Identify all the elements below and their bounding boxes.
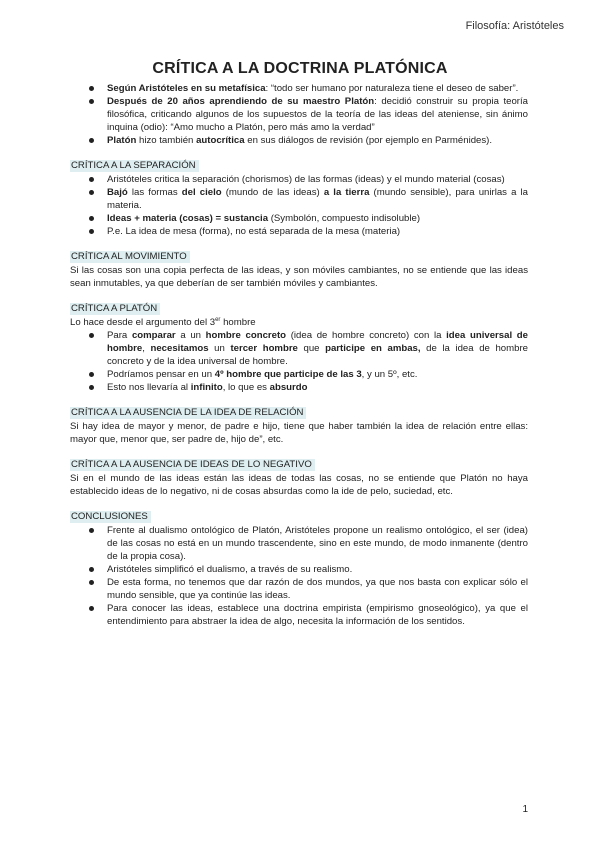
text: hombre xyxy=(220,317,256,328)
text: : decidió construir su propia teoría filosófica, criticando algunos de los supuestos de la teoría de las ideas del ateniense, sin ánimo inquina (odio): “Amo mucho a Platón, pero más amo la verdad” xyxy=(107,96,529,133)
list-item xyxy=(107,186,528,212)
text: (idea de hombre concreto) con la xyxy=(286,330,447,341)
bold-text: infinito xyxy=(190,382,223,393)
section-list xyxy=(70,329,528,394)
section-heading: CRÍTICA A LA AUSENCIA DE LA IDEA DE RELACIÓN xyxy=(70,407,306,419)
bold-text: Después de 20 años aprendiendo de su maestro Platón xyxy=(107,96,375,107)
list-item xyxy=(107,368,528,381)
page-number: 1 xyxy=(522,804,528,815)
document-body xyxy=(70,82,528,628)
section-heading: CRÍTICA AL MOVIMIENTO xyxy=(70,251,190,263)
text: (mundo de las ideas) xyxy=(221,187,324,198)
text: que xyxy=(297,343,326,354)
list-item xyxy=(107,225,528,238)
list-item xyxy=(107,212,528,225)
bold-text: del cielo xyxy=(181,187,222,198)
list-item xyxy=(107,82,528,95)
bold-text: absurdo xyxy=(269,382,308,393)
bold-text: autocrítica xyxy=(196,135,245,146)
superscript: er xyxy=(215,316,221,323)
text: Podríamos pensar en un xyxy=(107,369,215,380)
page-title: CRÍTICA A LA DOCTRINA PLATÓNICA xyxy=(152,60,448,77)
text: (mundo sensible), para unirlas a la materia. xyxy=(107,187,529,211)
text: Lo hace desde el argumento del 3 xyxy=(70,317,216,328)
paragraph: Si en el mundo de las ideas están las ideas de todas las cosas, no se entiende que Platón no haya establecido ideas de lo negativo, ni de cosas absurdas como la ide de pelo, suciedad, etc. xyxy=(70,473,528,497)
list-item: Para conocer las ideas, establece una doctrina empirista (empirismo gnoseológico), ya que el entendimiento para abstraer la idea de algo, necesita la información de los sentidos. xyxy=(107,603,528,627)
bold-text: tercer hombre xyxy=(230,343,298,354)
bold-text: necesitamos xyxy=(150,343,209,354)
list-item xyxy=(107,95,528,134)
paragraph xyxy=(70,316,528,329)
section-list xyxy=(70,524,528,628)
bold-text: Ideas + materia (cosas) = sustancia xyxy=(107,213,269,224)
bold-text: 4º hombre que participe de las 3 xyxy=(214,369,362,380)
bold-text: Según Aristóteles en su metafísica xyxy=(107,83,266,94)
text: , lo que es xyxy=(222,382,270,393)
text: : “todo ser humano por naturaleza tiene el deseo de saber”. xyxy=(265,83,519,94)
text: Para xyxy=(107,330,132,341)
section-conclusiones xyxy=(70,510,528,628)
section-negativo xyxy=(70,458,528,498)
list-item xyxy=(107,381,528,394)
text: (Symbolón, compuesto indisoluble) xyxy=(268,213,421,224)
text: de la idea de hombre concreto y de la idea universal de hombre. xyxy=(107,343,528,367)
section-heading: CONCLUSIONES xyxy=(70,511,151,523)
paragraph: Si hay idea de mayor y menor, de padre e hijo, tiene que haber también la idea de relación entre ellas: mayor que, menor que, ser padre de, hijo de”, etc. xyxy=(70,421,528,445)
section-heading: CRÍTICA A LA AUSENCIA DE IDEAS DE LO NEGATIVO xyxy=(70,459,315,471)
bold-text: comparar xyxy=(131,330,176,341)
list-item: De esta forma, no tenemos que dar razón de dos mundos, ya que nos basta con explicar sólo el mundo sensible, que ya continúe las ideas. xyxy=(107,577,528,601)
bold-text: participe en ambas, xyxy=(325,343,421,354)
section-platon xyxy=(70,302,528,394)
page-header: Filosofía: Aristóteles xyxy=(465,20,564,32)
text: P.e. La idea de mesa (forma), no está separada de la mesa (materia) xyxy=(107,226,401,237)
paragraph: Si las cosas son una copia perfecta de las ideas, y son móviles cambiantes, no se entiende que las ideas sean inmutables, ya que deberían de ser también móviles y cambiantes. xyxy=(70,265,528,289)
bold-text: Bajó xyxy=(107,187,128,198)
list-item xyxy=(107,134,528,147)
intro-list xyxy=(70,82,528,147)
bold-text: Platón xyxy=(107,135,137,146)
text: Esto nos llevaría al xyxy=(107,382,191,393)
text: Aristóteles critica la separación (chorismos) de las formas (ideas) y el mundo material (cosas) xyxy=(107,174,505,185)
text: un xyxy=(208,343,231,354)
text: a un xyxy=(175,330,206,341)
section-heading: CRÍTICA A PLATÓN xyxy=(70,303,160,315)
section-separacion xyxy=(70,159,528,238)
text: , xyxy=(142,343,151,354)
list-item xyxy=(107,329,528,368)
section-list xyxy=(70,173,528,238)
bold-text: idea universal de hombre xyxy=(107,330,528,354)
bold-text: a la tierra xyxy=(323,187,370,198)
section-relacion xyxy=(70,406,528,446)
list-item: Frente al dualismo ontológico de Platón, Aristóteles propone un realismo ontológico, el ser (idea) de las cosas no está en un mundo trascendente, sino en este mundo, de modo inmanente (dentro de la propia cosa). xyxy=(107,525,528,562)
bold-text: hombre concreto xyxy=(205,330,287,341)
list-item xyxy=(107,173,528,186)
text: en sus diálogos de revisión (por ejemplo en Parménides). xyxy=(244,135,493,146)
section-movimiento xyxy=(70,250,528,290)
text: hizo también xyxy=(136,135,197,146)
list-item: Aristóteles simplificó el dualismo, a través de su realismo. xyxy=(107,563,528,576)
section-heading: CRÍTICA A LA SEPARACIÓN xyxy=(70,160,199,172)
text: las formas xyxy=(127,187,182,198)
text: , y un 5º, etc. xyxy=(361,369,418,380)
